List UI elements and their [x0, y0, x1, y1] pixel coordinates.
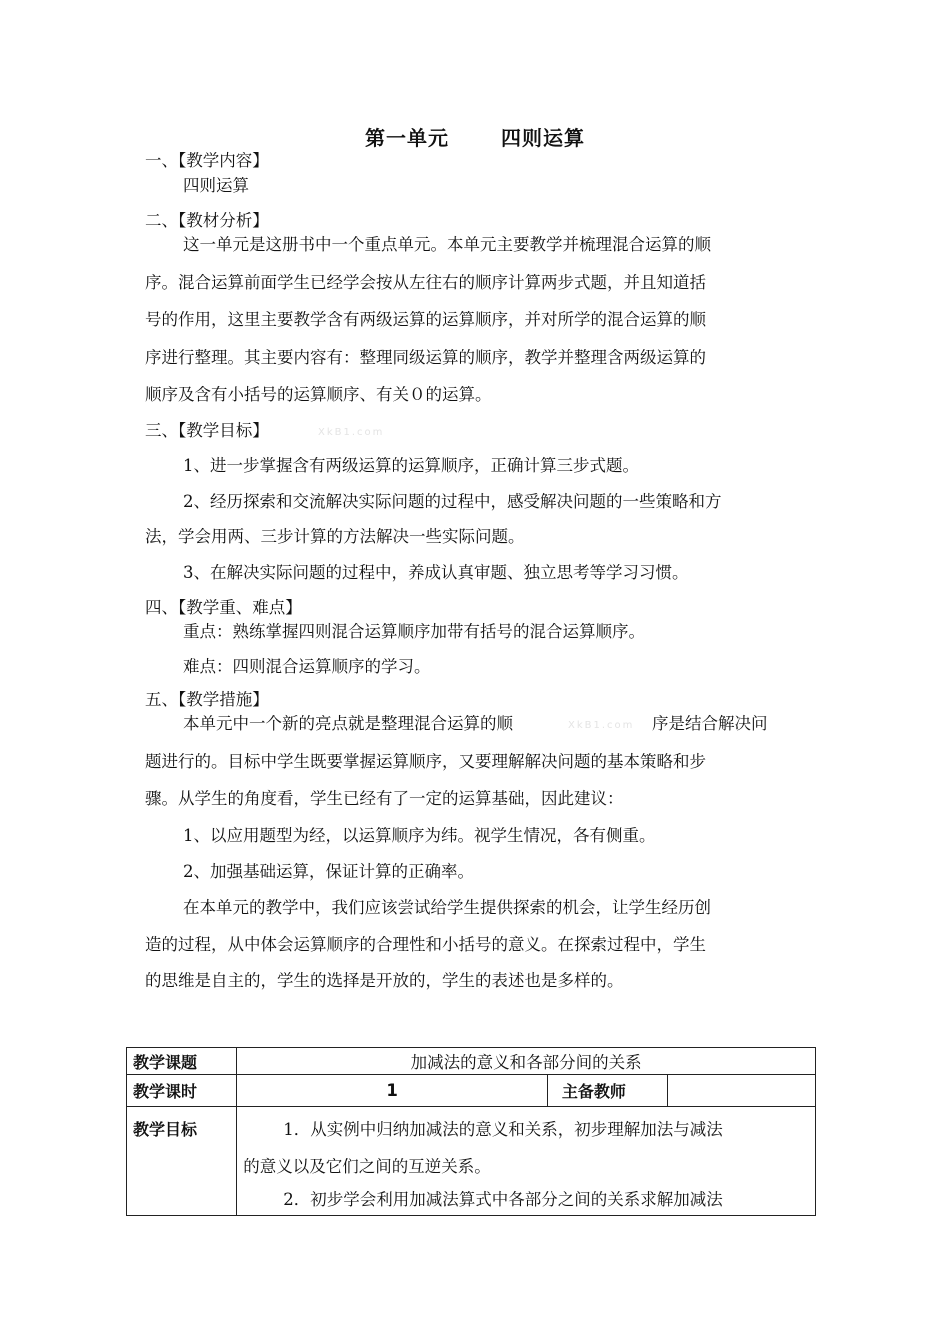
hours-value: 1	[237, 1075, 548, 1107]
goal-line: 2．初步学会利用加减法算式中各部分之间的关系求解加减法	[283, 1190, 723, 1209]
unit-title-number: 第一单元	[365, 126, 449, 150]
section-heading-goals: 三、【教学目标】	[145, 421, 269, 440]
measures-paragraph: 在本单元的教学中，我们应该尝试给学生提供探索的机会，让学生经历创	[183, 898, 711, 917]
goal-line: 的意义以及它们之间的互逆关系。	[243, 1157, 491, 1176]
table-row	[127, 1075, 816, 1107]
measures-paragraph: 的思维是自主的，学生的选择是开放的，学生的表述也是多样的。	[145, 971, 624, 990]
watermark: XkB1.com	[318, 427, 385, 438]
lesson-plan-table	[126, 1047, 816, 1216]
goal-item-continued: 法，学会用两、三步计算的方法解决一些实际问题。	[145, 527, 525, 546]
analysis-line: 序进行整理。其主要内容有：整理同级运算的顺序，教学并整理含两级运算的	[145, 348, 706, 367]
measures-paragraph: 造的过程，从中体会运算顺序的合理性和小括号的意义。在探索过程中，学生	[145, 935, 706, 954]
analysis-line: 这一单元是这册书中一个重点单元。本单元主要教学并梳理混合运算的顺	[183, 235, 711, 254]
measures-line	[183, 713, 513, 735]
measures-line-end: 序是结合解决问	[652, 714, 768, 733]
table-row	[127, 1048, 816, 1075]
section-text-content: 四则运算	[183, 176, 249, 195]
goal-item: 2、经历探索和交流解决实际问题的过程中，感受解决问题的一些策略和方	[183, 492, 722, 511]
analysis-line: 顺序及含有小括号的运算顺序、有关０的运算。	[145, 385, 492, 404]
unit-title	[0, 122, 950, 151]
unit-title-name: 四则运算	[501, 126, 585, 150]
section-heading-measures: 五、【教学措施】	[145, 690, 269, 709]
goal-line: 1．从实例中归纳加减法的意义和关系，初步理解加法与减法	[283, 1120, 723, 1139]
topic-value: 加减法的意义和各部分间的关系	[237, 1048, 816, 1075]
section-heading-key-points: 四、【教学重、难点】	[145, 598, 302, 617]
table-row	[127, 1107, 816, 1216]
goal-label: 教学目标	[127, 1107, 237, 1216]
teacher-value	[668, 1075, 816, 1107]
watermark: XkB1.com	[568, 720, 635, 731]
hours-label: 教学课时	[127, 1075, 237, 1107]
section-heading-content: 一、【教学内容】	[145, 151, 269, 170]
key-point: 重点：熟练掌握四则混合运算顺序加带有括号的混合运算顺序。	[183, 622, 645, 641]
teacher-label: 主备教师	[547, 1075, 667, 1107]
measures-line: 题进行的。目标中学生既要掌握运算顺序，又要理解解决问题的基本策略和步	[145, 752, 706, 771]
measures-item: 2、加强基础运算，保证计算的正确率。	[183, 862, 474, 881]
goal-value	[237, 1107, 816, 1216]
measures-item: 1、以应用题型为经，以运算顺序为纬。视学生情况，各有侧重。	[183, 826, 656, 845]
difficult-point: 难点：四则混合运算顺序的学习。	[183, 657, 431, 676]
section-heading-analysis: 二、【教材分析】	[145, 211, 269, 230]
measures-line-start: 本单元中一个新的亮点就是整理混合运算的顺	[183, 714, 513, 733]
analysis-line: 号的作用，这里主要教学含有两级运算的运算顺序，并对所学的混合运算的顺	[145, 310, 706, 329]
analysis-line: 序。混合运算前面学生已经学会按从左往右的顺序计算两步式题，并且知道括	[145, 273, 706, 292]
topic-label: 教学课题	[127, 1048, 237, 1075]
measures-line: 骤。从学生的角度看，学生已经有了一定的运算基础，因此建议：	[145, 789, 624, 808]
goal-item: 1、进一步掌握含有两级运算的运算顺序，正确计算三步式题。	[183, 456, 639, 475]
goal-item: 3、在解决实际问题的过程中，养成认真审题、独立思考等学习习惯。	[183, 563, 689, 582]
